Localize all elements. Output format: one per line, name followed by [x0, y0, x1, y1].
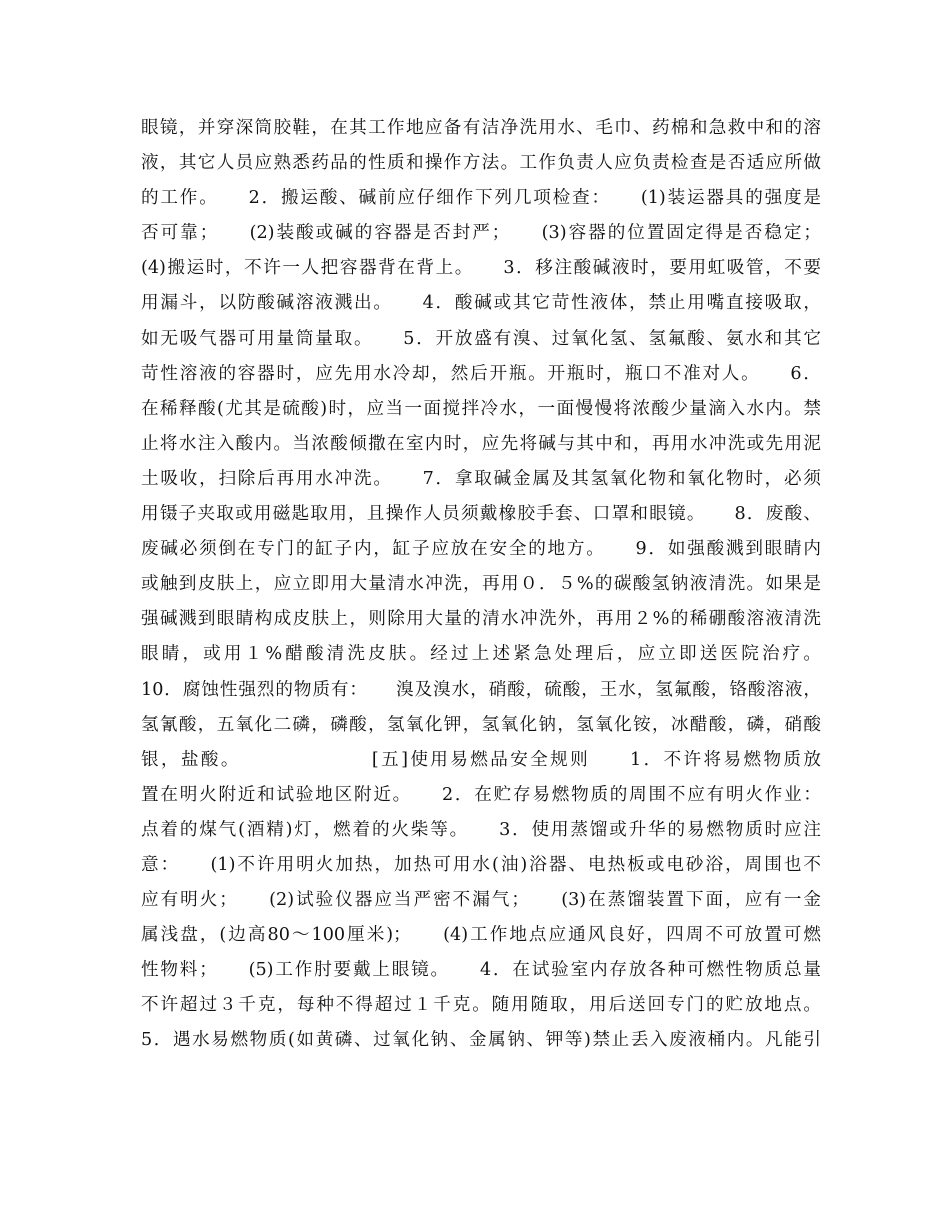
text-line: 苛性溶液的容器时，应先用水冷却，然后开瓶。开瓶时，瓶口不准对人。 6． [141, 363, 821, 384]
text-line: 5．遇水易燃物质(如黄磷、过氧化钠、金属钠、钾等)禁止丢入废液桶内。凡能引 [141, 1030, 821, 1051]
text-line: 银，盐酸。 [五]使用易燃品安全规则 1．不许将易燃物质放 [141, 749, 821, 770]
text-line: 性物料； (5)工作肘要戴上眼镜。 4．在试验室内存放各种可燃性物质总量 [141, 960, 821, 981]
text-line: 应有明火； (2)试验仪器应当严密不漏气； (3)在蒸馏装置下面，应有一金 [141, 890, 821, 911]
text-line: 眼镜，并穿深筒胶鞋，在其工作地应备有洁净洗用水、毛巾、药棉和急救中和的溶 [141, 118, 821, 138]
text-line: 眼睛，或用１%醋酸清洗皮肤。经过上述紧急处理后，应立即送医院治疗。 [141, 644, 821, 665]
text-line: 如无吸气器可用量筒量取。 5．开放盛有溴、过氧化氢、氢氟酸、氨水和其它 [141, 328, 821, 349]
text-line: 废碱必须倒在专门的缸子内，缸子应放在安全的地方。 9．如强酸溅到眼睛内 [141, 539, 821, 560]
text-line: 属浅盘，(边高80～100厘米)； (4)工作地点应通风良好，四周不可放置可燃 [141, 925, 821, 946]
text-line: 强碱溅到眼睛构成皮肤上，则除用大量的清水冲洗外，再用２%的稀硼酸溶液清洗 [141, 609, 821, 630]
text-line: 液，其它人员应熟悉药品的性质和操作方法。工作负责人应负责检查是否适应所做 [141, 153, 821, 174]
text-line: 用镊子夹取或用磁匙取用，且操作人员须戴橡胶手套、口罩和眼镜。 8．废酸、 [141, 504, 821, 525]
text-line: 置在明火附近和试验地区附近。 2．在贮存易燃物质的周围不应有明火作业： [141, 784, 821, 805]
text-line: 或触到皮肤上，应立即用大量清水冲洗，再用０．５%的碳酸氢钠液清洗。如果是 [141, 574, 821, 595]
text-line: 在稀释酸(尤其是硫酸)时，应当一面搅拌冷水，一面慢慢将浓酸少量滴入水内。禁 [141, 398, 821, 419]
text-line: 点着的煤气(酒精)灯，燃着的火柴等。 3．使用蒸馏或升华的易燃物质时应注 [141, 819, 821, 840]
text-line: 10．腐蚀性强烈的物质有： 溴及溴水，硝酸，硫酸，王水，氢氟酸，铬酸溶液， [141, 679, 821, 700]
text-line: 用漏斗，以防酸碱溶液溅出。 4．酸碱或其它苛性液体，禁止用嘴直接吸取， [141, 293, 821, 314]
text-line: 止将水注入酸内。当浓酸倾撒在室内时，应先将碱与其中和，再用水冲洗或先用泥 [141, 433, 821, 454]
text-line: 意： (1)不许用明火加热，加热可用水(油)浴器、电热板或电砂浴，周围也不 [141, 854, 821, 875]
text-line: (4)搬运时，不许一人把容器背在背上。 3．移注酸碱液时，要用虹吸管，不要 [141, 258, 821, 279]
body-text [141, 111, 821, 1059]
text-line: 否可靠； (2)装酸或碱的容器是否封严； (3)容器的位置固定得是否稳定； [141, 223, 821, 244]
text-line: 不许超过３千克，每种不得超过１千克。随用随取，用后送回专门的贮放地点。 [141, 995, 821, 1016]
text-line: 的工作。 2．搬运酸、碱前应仔细作下列几项检查： (1)装运器具的强度是 [141, 188, 821, 209]
text-line: 氢氰酸，五氧化二磷，磷酸，氢氧化钾，氢氧化钠，氢氧化铵，冰醋酸，磷，硝酸 [141, 714, 821, 735]
text-line: 土吸收，扫除后再用水冲洗。 7．拿取碱金属及其氢氧化物和氧化物时，必须 [141, 468, 821, 489]
